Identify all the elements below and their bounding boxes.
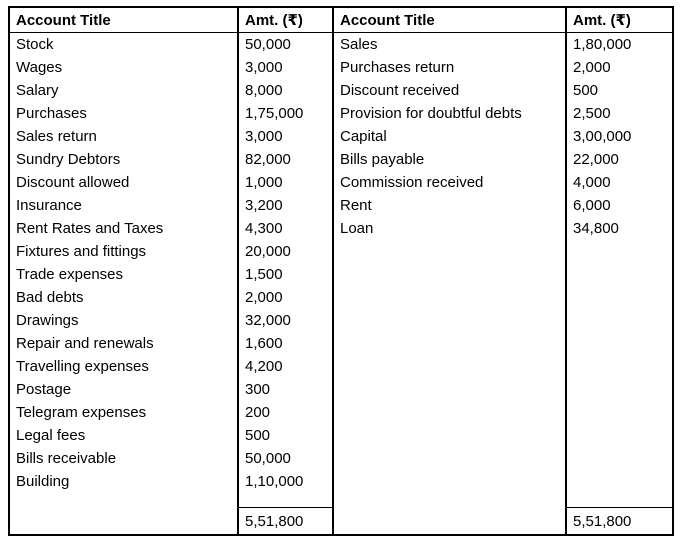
- amount-cell-left: 20,000: [238, 240, 333, 263]
- amount-cell-left: 3,000: [238, 56, 333, 79]
- account-cell-right: [333, 263, 566, 286]
- account-cell-left: Drawings: [16, 312, 79, 329]
- amount-cell-right: [566, 240, 673, 263]
- table-row: [9, 447, 673, 470]
- amount-cell-right: [566, 332, 673, 355]
- account-cell-right: Sales: [333, 33, 566, 57]
- amount-cell-right: 2,000: [566, 56, 673, 79]
- total-row: [9, 508, 673, 536]
- account-cell-right: Bills payable: [333, 148, 566, 171]
- table-row: [9, 378, 673, 401]
- table-row: [9, 217, 673, 240]
- amount-cell-left: 1,10,000: [238, 470, 333, 493]
- account-cell-left: Insurance: [16, 197, 82, 214]
- total-label-left-blank: [9, 508, 238, 536]
- table-body: [9, 33, 673, 494]
- table-row: [9, 171, 673, 194]
- table-row: [9, 240, 673, 263]
- table-row: [9, 79, 673, 102]
- table-row: [9, 33, 673, 57]
- account-cell-left: Telegram expenses: [16, 404, 147, 421]
- account-cell-left: Wages: [16, 59, 63, 76]
- table-row: [9, 470, 673, 493]
- account-cell-right: [333, 309, 566, 332]
- account-cell-right: [333, 424, 566, 447]
- header-account-title-left: Account Title: [9, 7, 238, 33]
- amount-cell-left: 4,200: [238, 355, 333, 378]
- account-cell-left: Legal fees: [16, 427, 86, 444]
- amount-cell-right: 6,000: [566, 194, 673, 217]
- amount-cell-right: [566, 263, 673, 286]
- amount-cell-left: 3,000: [238, 125, 333, 148]
- spacer-cell: [238, 493, 333, 508]
- account-cell-right: Commission received: [333, 171, 566, 194]
- account-cell-left: Salary: [16, 82, 59, 99]
- amount-cell-right: 500: [566, 79, 673, 102]
- account-cell-right: [333, 240, 566, 263]
- account-cell-right: Loan: [333, 217, 566, 240]
- table-row: [9, 56, 673, 79]
- account-cell-right: [333, 447, 566, 470]
- header-row: [9, 7, 673, 33]
- table-row: [9, 355, 673, 378]
- table-row: [9, 263, 673, 286]
- amount-cell-left: 50,000: [238, 33, 333, 57]
- amount-cell-left: 2,000: [238, 286, 333, 309]
- amount-cell-right: [566, 309, 673, 332]
- account-cell-right: [333, 286, 566, 309]
- account-cell-right: Provision for doubtful debts: [333, 102, 566, 125]
- amount-cell-left: 1,75,000: [238, 102, 333, 125]
- amount-cell-right: 3,00,000: [566, 125, 673, 148]
- amount-cell-right: [566, 378, 673, 401]
- account-cell-left: Trade expenses: [16, 266, 124, 283]
- table-row: [9, 401, 673, 424]
- account-cell-right: [333, 332, 566, 355]
- amount-cell-right: [566, 355, 673, 378]
- account-cell-right: [333, 378, 566, 401]
- account-cell-left: Repair and renewals: [16, 335, 154, 352]
- amount-cell-left: 500: [238, 424, 333, 447]
- account-cell-right: Capital: [333, 125, 566, 148]
- amount-cell-left: 50,000: [238, 447, 333, 470]
- account-cell-right: Discount received: [333, 79, 566, 102]
- account-cell-left: Discount allowed: [16, 174, 130, 191]
- account-cell-left: Stock: [16, 36, 54, 53]
- amount-cell-left: 300: [238, 378, 333, 401]
- amount-cell-left: 32,000: [238, 309, 333, 332]
- total-amount-right: 5,51,800: [566, 508, 673, 536]
- amount-cell-right: [566, 470, 673, 493]
- amount-cell-right: [566, 286, 673, 309]
- table-row: [9, 125, 673, 148]
- account-cell-left: Sales return: [16, 128, 97, 145]
- spacer-cell: [566, 493, 673, 508]
- spacer-cell: [333, 493, 566, 508]
- amount-cell-right: 1,80,000: [566, 33, 673, 57]
- amount-cell-left: 200: [238, 401, 333, 424]
- table-row: [9, 102, 673, 125]
- amount-cell-left: 1,500: [238, 263, 333, 286]
- total-label-right-blank: [333, 508, 566, 536]
- amount-cell-right: 2,500: [566, 102, 673, 125]
- account-cell-right: Purchases return: [333, 56, 566, 79]
- trial-balance-table: [8, 6, 674, 536]
- table-footer: [9, 493, 673, 535]
- amount-cell-right: [566, 447, 673, 470]
- account-cell-right: [333, 401, 566, 424]
- total-amount-left: 5,51,800: [238, 508, 333, 536]
- spacer-cell: [9, 493, 238, 508]
- table-row: [9, 194, 673, 217]
- amount-cell-left: 4,300: [238, 217, 333, 240]
- account-cell-left: Purchases: [16, 105, 87, 122]
- account-cell-left: Travelling expenses: [16, 358, 149, 375]
- header-amount-left: Amt. (₹): [238, 7, 333, 33]
- amount-cell-right: [566, 401, 673, 424]
- account-cell-left: Rent Rates and Taxes: [16, 220, 164, 237]
- account-cell-left: Postage: [16, 381, 72, 398]
- table-row: [9, 148, 673, 171]
- amount-cell-left: 82,000: [238, 148, 333, 171]
- header-amount-right: Amt. (₹): [566, 7, 673, 33]
- table-header: [9, 7, 673, 33]
- account-cell-right: Rent: [333, 194, 566, 217]
- table-row: [9, 286, 673, 309]
- table-row: [9, 424, 673, 447]
- amount-cell-left: 3,200: [238, 194, 333, 217]
- amount-cell-left: 1,000: [238, 171, 333, 194]
- amount-cell-right: 22,000: [566, 148, 673, 171]
- table-row: [9, 309, 673, 332]
- header-account-title-right: Account Title: [333, 7, 566, 33]
- account-cell-left: Bills receivable: [16, 450, 117, 467]
- account-cell-right: [333, 470, 566, 493]
- spacer-row: [9, 493, 673, 508]
- account-cell-left: Sundry Debtors: [16, 151, 121, 168]
- account-cell-left: Bad debts: [16, 289, 84, 306]
- account-cell-left: Fixtures and fittings: [16, 243, 147, 260]
- amount-cell-right: 34,800: [566, 217, 673, 240]
- account-cell-right: [333, 355, 566, 378]
- account-cell-left: Building: [16, 473, 70, 490]
- table-row: [9, 332, 673, 355]
- amount-cell-right: 4,000: [566, 171, 673, 194]
- amount-cell-right: [566, 424, 673, 447]
- amount-cell-left: 8,000: [238, 79, 333, 102]
- amount-cell-left: 1,600: [238, 332, 333, 355]
